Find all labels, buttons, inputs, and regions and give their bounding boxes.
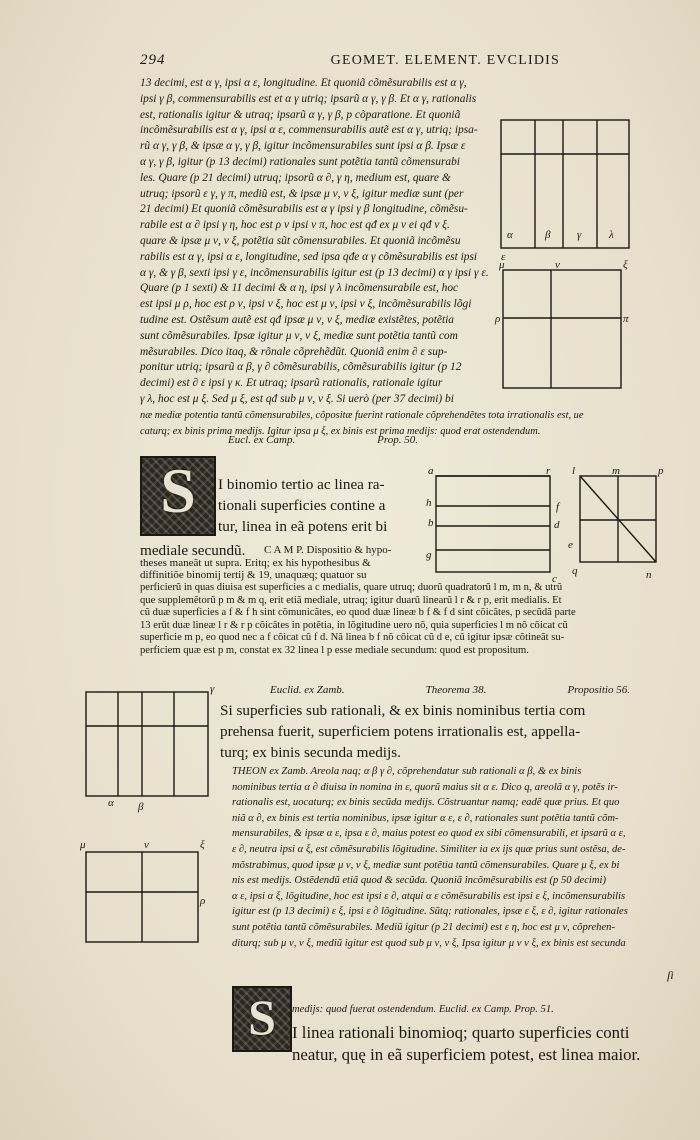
fig5-label-rho: ρ [200, 895, 206, 907]
caption-prop: Propositio 56. [567, 684, 630, 696]
enunciation-line: neatur, quę in eã superficiem potest, est linea maior. [292, 1045, 641, 1064]
text-line: les. Quare (p 21 decimi) utruq; ipsorũ α ∂, γ η, medium est, quare & [140, 171, 451, 184]
text-line: niã α ∂, ex binis est tertia nominibus, ipsæ igitur α ε, ε ∂, rationales sunt potẽtia tantũ cõm- [232, 812, 619, 824]
fig3-label-l: l [572, 465, 576, 477]
text-line: nis est medijs. Ostẽdendũ etiã quod & secũda. Quoniã incõmẽsurabilis est (p 50 decimi) [232, 875, 606, 887]
fig3-label-q: q [572, 565, 578, 577]
fig3-label-b: b [428, 517, 434, 529]
text-line: rabilis est α γ, ipsi α ε, longitudine, sed ipsa qđe α γ cõmẽsurabilis est ipsi [140, 250, 478, 263]
figure-square-quadrants [495, 259, 635, 402]
text-line: sunt potẽtia tantũ cõmẽsurabiles. Mediũ igitur (p 21 decimi) est ε η, hoc est μ ν, cõprehen- [232, 921, 616, 933]
text-line: α γ, & γ β, sexti ipsi γ ε, incõmensurabilis igitur est (p 13 decimi) α γ ipsi γ ε. [140, 266, 489, 279]
text-line: cũ duæ superficies a f & f h sint cõmunicãtes, eo quod duæ lineæ b f & f d sint cõicãtes, p secũdã parte [140, 607, 576, 619]
text-line: medijs: quod fuerat ostendendum. Euclid. ex Camp. Prop. 51. [292, 1004, 554, 1015]
fig1-label-lambda: λ [609, 229, 614, 241]
text-line: 13 erũt duæ lineæ l r & r p cõicãtes in potẽtia, in lõgitudine uero nõ, quia superficies l m nõ cõicat cũ [140, 619, 568, 631]
prop50-proof [140, 76, 489, 408]
text-line: igitur est (p 13 decimi) ε ξ, ipsi ε ∂ lõgitudine. Sũtq; rationales, ipsæ ε ξ, ε ∂, igitur rationales [232, 906, 628, 918]
text-line: perficiem quæ est p m, constat ex 32 linea l p esse mediale secundum: quod est propositum. [140, 644, 529, 656]
figure-left-rectangle [78, 680, 218, 830]
text-line: diffinitiõe binomij tertij & 19, unaquæq; quatuor su [140, 569, 367, 582]
theon-commentary-end [292, 1002, 662, 1018]
enunciation-line: I binomio tertio ac linea ra- [218, 476, 385, 493]
text-line: est, rationalis igitur & utraq; ipsarũ α γ, γ β, p cõparatione. Et quoniã [140, 108, 461, 121]
caption-prop: Prop. 50. [377, 434, 418, 446]
enunciation-line: tur, linea in eã potens erit bi [218, 518, 388, 535]
text-line: perficierũ in quas diuisa est superficies a c medialis, quare utruq; duorũ quadratorũ l m, m n, & utrũ [140, 582, 563, 593]
drop-cap-2 [232, 986, 292, 1052]
text-line: 13 decimi, est α γ, ipsi α ε, longitudine. Et quoniã cõmẽsurabilis est α γ, [140, 77, 467, 89]
text-line: tudine est. Ostẽsum autẽ est qđ ipsæ μ ν, ν ξ, mediæ existẽtes, potẽtia [140, 313, 454, 326]
margin-mark: ſi [667, 968, 674, 982]
prop51-campanus [140, 544, 440, 582]
fig2-label-xi: ξ [623, 259, 628, 271]
fig3-label-e: e [568, 539, 573, 551]
zamb-caption [270, 684, 630, 696]
fig5-label-nu: ν [144, 839, 149, 851]
theon-commentary [232, 764, 662, 951]
enunciation-line: mediale secundũ. [140, 542, 246, 559]
fig5-label-xi: ξ [200, 839, 205, 851]
text-line: que supplemẽtorũ p m & m q, erit etiã mediale, utraq; igitur duarũ linearũ l r & r p, erit medialis. Et [140, 594, 562, 606]
text-line: sunt cõmẽsurabiles. Ipsæ igitur μ ν, ν ξ, mediæ sunt potẽtia tantũ com [140, 329, 458, 342]
fig3-label-g: g [426, 549, 432, 561]
text-line: ε ∂, neutra ipsi α ξ, est cõmẽsurabilis lõgitudine. Similiter ia ex ijs quæ prius sunt ostẽsa, de- [232, 843, 626, 855]
fig3-label-d: d [554, 519, 560, 531]
figure-campanus-rectangles [422, 462, 662, 584]
fig2-label-mu: μ [499, 259, 505, 271]
text-line: næ mediæ potentia tantũ cõmensurabiles, cõpositæ fuerint rationale cõprehendẽtes tota irrationalis est, ue [140, 410, 584, 421]
text-line: decimi) est ∂ ε ipsi γ κ. Et utraq; ipsarũ rationalis, rationale igitur [140, 377, 443, 390]
enunciation-line: I linea rationali binomioq; quarto superficies conti [292, 1023, 630, 1042]
fig1-label-gamma: γ [577, 229, 582, 241]
folio-number: 294 [140, 52, 166, 68]
fig4-label-alpha: α [108, 797, 114, 809]
text-line: Quare (p 1 sexti) & 11 decimi & α η, ipsi γ λ incõmensurabile est, hoc [140, 282, 459, 295]
prop51-campanus-wide [140, 582, 660, 658]
enunciation-line: prehensa fuerit, superficiem potens irrationalis est, appella- [220, 723, 581, 740]
text-line: mõstrabimus, quod ipsæ μ ν, ν ξ, mediæ sunt potẽtia tantũ cõmensurabiles. Quare μ ξ, ex bi [232, 859, 620, 871]
page-header [140, 52, 560, 69]
fig3-label-f: f [556, 501, 560, 513]
fig4-label-beta: β [138, 801, 144, 813]
caption-theorem: Theorema 38. [425, 684, 487, 696]
fig3-label-h: h [426, 497, 432, 509]
fig3-label-c: c [552, 573, 557, 585]
zamb-enunciation [220, 700, 660, 763]
text-line: mẽsurabiles. Dico itaq, & rõnale cõprehẽdũt. Quoniã enim ∂ ε sup- [140, 345, 448, 358]
text-line: superficie m p, eo quod nec a f cõicat cũ f d. Nã linea b f nõ cõicat cũ d e, cũ igitur ipsæ cõtineãt su- [140, 632, 565, 644]
fig3-label-p: p [658, 465, 664, 477]
fig1-label-epsilon: ε [501, 251, 506, 263]
fig1-label-beta: β [545, 229, 551, 241]
fig1-label-alpha: α [507, 229, 513, 241]
figure-left-square [78, 838, 218, 948]
text-line: α ε, ipsi α ξ, lõgitudine, hoc est ipsi ε ∂, atqui α ε cõmẽsurabilis est ipsi ε ξ, incõmensurabilis [232, 890, 626, 902]
fig4-label-gamma: γ [210, 683, 215, 695]
text-line: quare & ipsæ μ ν, ν ξ, potẽtia sũt cõmensurabiles. Et quoniã incõmẽsu [140, 234, 461, 247]
text-line: γ λ, hoc est μ ξ. Sed μ ξ, est qđ sub μ ν, ν ξ. Si uerò (per 37 decimi) bi [140, 392, 454, 405]
text-line: mensurabiles, & ipsæ α ε, ipsa ε ∂, maius potest eo quod ex sibi cõmensurabili, et ipsarũ α ε, [232, 828, 626, 840]
enunciation-line: tionali superficies contine a [218, 497, 386, 514]
text-line: rũ α γ, γ β, & ipsæ α γ, γ β, igitur incõmensurabiles sunt ipsi α β. Ipsæ ε [140, 140, 466, 153]
text-line: ipsi γ β, commensurabilis est et α γ utriq; ipsarũ α γ, γ β. Et α γ, rationalis [140, 92, 477, 105]
fig2-label-nu: ν [555, 259, 560, 271]
fig2-label-pi: π [623, 313, 629, 325]
drop-cap-letter: S [160, 455, 196, 526]
prop51-enunciation [218, 474, 428, 537]
text-line: utruq; ipsorũ ε γ, γ π, mediũ est, & ipsæ μ ν, ν ξ, igitur mediæ sunt (per [140, 187, 464, 200]
enunciation-line: turq; ex binis secunda medijs. [220, 744, 401, 761]
prop51-caption [228, 434, 418, 446]
caption-source: Eucl. ex Camp. [228, 434, 296, 446]
text-line: caturq; ex binis prima medijs. Igitur ipsa μ ξ, ex binis est prima medijs: quod erat ostendendum. [140, 425, 541, 437]
text-line: C A M P. Dispositio & hypo- [264, 544, 392, 556]
text-line: diturq; sub μ ν, ν ξ, mediũ igitur est quod sub μ ν, ν ξ, Ipsa igitur μ ν ν ξ, ex binis est secunda [232, 937, 626, 949]
text-line: rabile est α ∂ ipsi γ η, hoc est ρ ν ipsi ν π, hoc est qđ ex μ ν ei qđ ν ξ. [140, 219, 450, 232]
text-line: est ipsi μ ρ, hoc est ρ ν, ipsi ν ξ, hoc est μ ν, ipsi ν ξ, incõmẽsurabilis lõgi [140, 298, 472, 311]
fig5-label-mu: μ [80, 839, 86, 851]
text-line: incõmẽsurabilis est α γ, ipsi α ε, commensurabilis autẽ est α γ, utriq; ipsa- [140, 124, 478, 137]
drop-cap-letter: S [248, 989, 276, 1045]
running-title: GEOMET. ELEMENT. EVCLIDIS [330, 53, 560, 68]
caption-source: Euclid. ex Zamb. [270, 684, 345, 696]
text-line: α γ, γ β, igitur (p 13 decimi) rationales sunt potẽtia tantũ cõmensurabi [140, 155, 460, 168]
prop52-enunciation [292, 1022, 662, 1066]
text-line: THEON ex Zamb. Areola naq; α β γ ∂, cõprehendatur sub rationali α β, & ex binis [232, 766, 582, 777]
enunciation-line: Si superficies sub rationali, & ex binis nominibus tertia com [220, 702, 586, 719]
fig3-label-a: a [428, 465, 434, 477]
text-line: 21 decimi) Et quoniã cõmẽsurabilis est α γ ipsi γ β longitudine, cõmẽsu- [140, 203, 468, 216]
drop-cap [140, 456, 216, 536]
fig2-label-rho: ρ [495, 313, 501, 325]
fig3-label-r: r [546, 465, 551, 477]
text-line: nominibus tertia α ∂ diuisa in nomina in ε, quorũ maius sit α ε. Dico q, areolã α γ, potẽs ir- [232, 781, 618, 793]
text-line: theses maneãt ut supra. Eritq; ex his hypothesibus & [140, 556, 371, 569]
text-line: rationalis est, uocaturq; ex binis secũda medijs. Cõstruantur namq; eadẽ quæ prius. Et quo [232, 797, 620, 809]
fig3-label-n: n [646, 569, 652, 581]
text-line: ponitur utriq; ipsarũ α β, γ ∂ cõmẽsurabilis, cõmẽsurabilis igitur (p 12 [140, 361, 462, 374]
fig3-label-m: m [612, 465, 620, 477]
